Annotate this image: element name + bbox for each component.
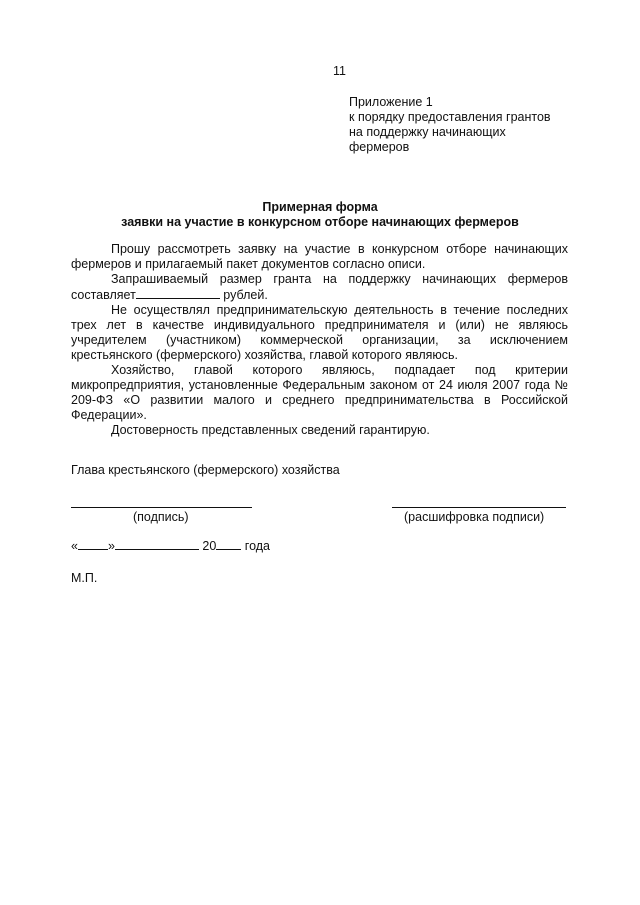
paragraph-grant-amount: [71, 272, 568, 303]
grant-amount-unit: рублей.: [223, 288, 268, 302]
decoding-caption: (расшифровка подписи): [404, 510, 545, 524]
application-body: [71, 242, 568, 438]
head-of-farm-label: Глава крестьянского (фермерского) хозяйства: [71, 463, 340, 477]
year-suffix: года: [244, 539, 270, 553]
signature-caption: (подпись): [133, 510, 189, 524]
paragraph-micro-enterprise: Хозяйство, главой которого являюсь, подпадает под критерии микропредприятия, установленные Федеральным законом от 24 июля 2007 года № 209-ФЗ «О развитии малого и среднего предпринимательства в Российской Федерации».: [71, 363, 568, 422]
year-blank[interactable]: [216, 538, 241, 550]
day-blank[interactable]: [78, 538, 108, 550]
paragraph-no-business: Не осуществлял предпринимательскую деятельность в течение последних трех лет в качестве индивидуального предпринимателя и (или) не являюсь учредителем (участником) коммерческой организации, за исключением крестьянского (фермерского) хозяйства, главой которого являюсь.: [71, 303, 568, 362]
grant-amount-blank[interactable]: [136, 287, 220, 299]
close-quote: »: [107, 539, 115, 553]
open-quote: «: [71, 539, 78, 553]
page-number: 11: [333, 64, 346, 78]
appendix-line: Приложение 1: [349, 95, 433, 109]
year-prefix: 20: [202, 539, 217, 553]
signature-line[interactable]: [71, 507, 252, 508]
paragraph-request: Прошу рассмотреть заявку на участие в конкурсном отборе начинающих фермеров и прилагаемый пакет документов согласно описи.: [71, 242, 568, 271]
appendix-line: на поддержку начинающих: [349, 125, 506, 139]
appendix-header: [349, 95, 551, 155]
appendix-line: к порядку предоставления грантов: [349, 110, 551, 124]
date-row: [71, 538, 270, 553]
decoding-line[interactable]: [392, 507, 566, 508]
title-line-2: заявки на участие в конкурсном отборе начинающих фермеров: [121, 215, 519, 229]
document-title: [0, 200, 640, 230]
title-line-1: Примерная форма: [262, 200, 378, 214]
paragraph-guarantee: Достоверность представленных сведений гарантирую.: [111, 423, 430, 437]
appendix-line: фермеров: [349, 140, 410, 154]
month-blank[interactable]: [115, 538, 199, 550]
grant-amount-text: Запрашиваемый размер гранта на поддержку начинающих фермеров составляет: [71, 272, 568, 302]
stamp-label: М.П.: [71, 571, 98, 585]
